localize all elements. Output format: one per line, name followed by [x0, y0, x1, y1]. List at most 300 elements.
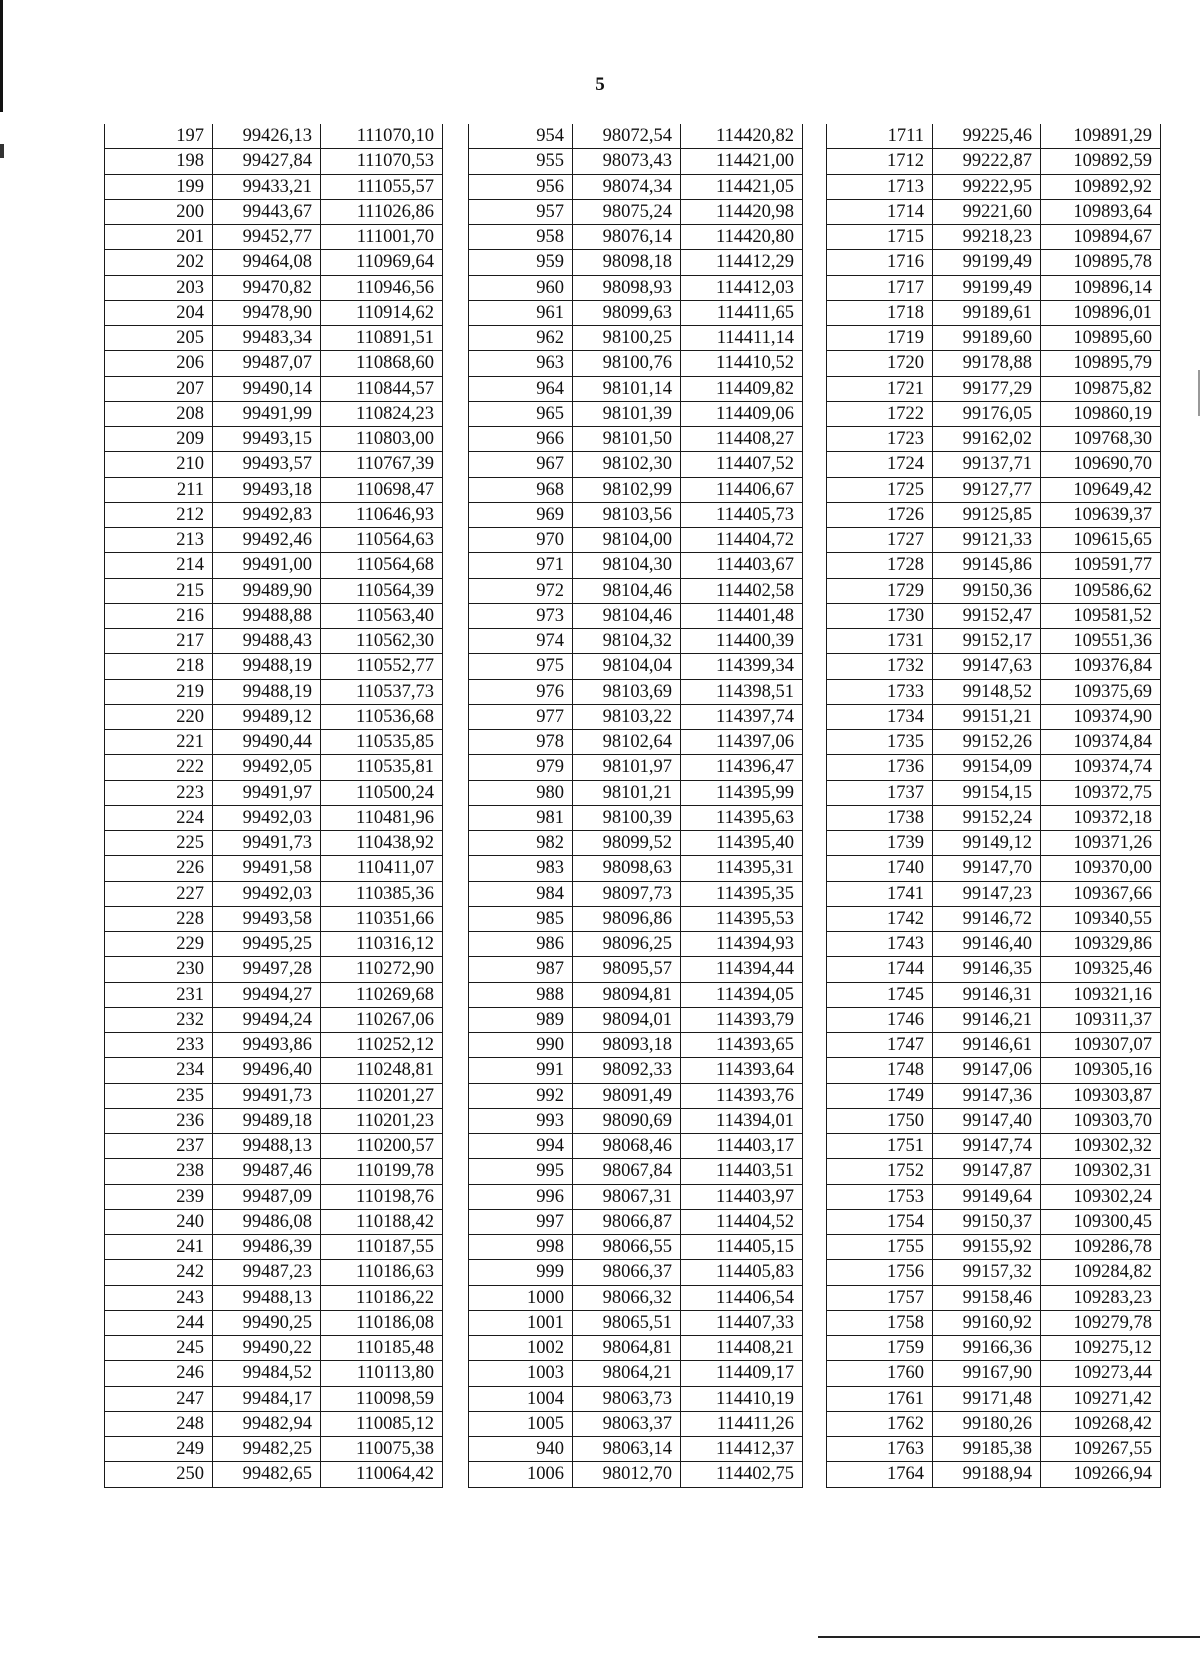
- x-coordinate-cell: 99484,52: [213, 1361, 321, 1386]
- y-coordinate-cell: 114420,80: [681, 225, 803, 250]
- point-number-cell: 249: [105, 1437, 213, 1462]
- point-number-cell: 214: [105, 553, 213, 578]
- y-coordinate-cell: 110824,23: [321, 401, 443, 426]
- y-coordinate-cell: 114409,82: [681, 376, 803, 401]
- x-coordinate-cell: 98063,14: [573, 1437, 681, 1462]
- point-number-cell: 197: [105, 124, 213, 149]
- table-row: [827, 730, 1161, 755]
- x-coordinate-cell: 98092,33: [573, 1058, 681, 1083]
- x-coordinate-cell: 98098,18: [573, 250, 681, 275]
- y-coordinate-cell: 109371,26: [1041, 831, 1161, 856]
- table-row: [469, 275, 803, 300]
- x-coordinate-cell: 99452,77: [213, 225, 321, 250]
- table-row: [827, 326, 1161, 351]
- bottom-rule: [818, 1636, 1200, 1638]
- x-coordinate-cell: 99482,94: [213, 1411, 321, 1436]
- table-row: [469, 1134, 803, 1159]
- point-number-cell: 994: [469, 1134, 573, 1159]
- table-row: [469, 1386, 803, 1411]
- y-coordinate-cell: 114395,35: [681, 881, 803, 906]
- x-coordinate-cell: 99147,87: [933, 1159, 1041, 1184]
- table-row: [105, 452, 443, 477]
- y-coordinate-cell: 110646,93: [321, 502, 443, 527]
- x-coordinate-cell: 98101,97: [573, 755, 681, 780]
- x-coordinate-cell: 99488,88: [213, 603, 321, 628]
- point-number-cell: 1731: [827, 629, 933, 654]
- y-coordinate-cell: 109340,55: [1041, 906, 1161, 931]
- table-row: [105, 1462, 443, 1487]
- y-coordinate-cell: 114421,00: [681, 149, 803, 174]
- table-row: [827, 1310, 1161, 1335]
- table-row: [105, 1310, 443, 1335]
- y-coordinate-cell: 109551,36: [1041, 629, 1161, 654]
- x-coordinate-cell: 99152,17: [933, 629, 1041, 654]
- y-coordinate-cell: 109891,29: [1041, 124, 1161, 149]
- y-coordinate-cell: 109892,59: [1041, 149, 1161, 174]
- y-coordinate-cell: 110201,23: [321, 1108, 443, 1133]
- table-row: [105, 932, 443, 957]
- y-coordinate-cell: 109311,37: [1041, 1007, 1161, 1032]
- y-coordinate-cell: 114403,17: [681, 1134, 803, 1159]
- y-coordinate-cell: 109895,79: [1041, 351, 1161, 376]
- x-coordinate-cell: 99167,90: [933, 1361, 1041, 1386]
- y-coordinate-cell: 109283,23: [1041, 1285, 1161, 1310]
- point-number-cell: 1715: [827, 225, 933, 250]
- x-coordinate-cell: 98068,46: [573, 1134, 681, 1159]
- y-coordinate-cell: 110199,78: [321, 1159, 443, 1184]
- point-number-cell: 988: [469, 982, 573, 1007]
- table-row: [105, 528, 443, 553]
- x-coordinate-cell: 99154,15: [933, 780, 1041, 805]
- x-coordinate-cell: 99487,46: [213, 1159, 321, 1184]
- table-row: [469, 654, 803, 679]
- y-coordinate-cell: 110316,12: [321, 932, 443, 957]
- y-coordinate-cell: 110186,22: [321, 1285, 443, 1310]
- x-coordinate-cell: 99443,67: [213, 199, 321, 224]
- x-coordinate-cell: 99484,17: [213, 1386, 321, 1411]
- table-row: [827, 1361, 1161, 1386]
- point-number-cell: 1001: [469, 1310, 573, 1335]
- x-coordinate-cell: 99160,92: [933, 1310, 1041, 1335]
- point-number-cell: 1758: [827, 1310, 933, 1335]
- x-coordinate-cell: 98101,50: [573, 427, 681, 452]
- table-row: [469, 1361, 803, 1386]
- y-coordinate-cell: 109892,92: [1041, 174, 1161, 199]
- y-coordinate-cell: 114405,83: [681, 1260, 803, 1285]
- table-row: [469, 300, 803, 325]
- y-coordinate-cell: 114393,65: [681, 1033, 803, 1058]
- table-row: [105, 881, 443, 906]
- y-coordinate-cell: 114394,93: [681, 932, 803, 957]
- point-number-cell: 1754: [827, 1209, 933, 1234]
- x-coordinate-cell: 98065,51: [573, 1310, 681, 1335]
- table-row: [105, 906, 443, 931]
- y-coordinate-cell: 110186,63: [321, 1260, 443, 1285]
- y-coordinate-cell: 110188,42: [321, 1209, 443, 1234]
- point-number-cell: 1745: [827, 982, 933, 1007]
- y-coordinate-cell: 114406,54: [681, 1285, 803, 1310]
- x-coordinate-cell: 99426,13: [213, 124, 321, 149]
- x-coordinate-cell: 99488,43: [213, 629, 321, 654]
- y-coordinate-cell: 114399,34: [681, 654, 803, 679]
- point-number-cell: 1764: [827, 1462, 933, 1487]
- x-coordinate-cell: 99152,47: [933, 603, 1041, 628]
- table-row: [827, 1007, 1161, 1032]
- y-coordinate-cell: 109302,24: [1041, 1184, 1161, 1209]
- y-coordinate-cell: 114394,44: [681, 957, 803, 982]
- point-number-cell: 218: [105, 654, 213, 679]
- x-coordinate-cell: 98073,43: [573, 149, 681, 174]
- table-row: [105, 300, 443, 325]
- y-coordinate-cell: 110085,12: [321, 1411, 443, 1436]
- y-coordinate-cell: 109615,65: [1041, 528, 1161, 553]
- point-number-cell: 973: [469, 603, 573, 628]
- x-coordinate-cell: 99494,24: [213, 1007, 321, 1032]
- table-row: [469, 528, 803, 553]
- point-number-cell: 1713: [827, 174, 933, 199]
- x-coordinate-cell: 98096,25: [573, 932, 681, 957]
- point-number-cell: 243: [105, 1285, 213, 1310]
- table-row: [105, 1386, 443, 1411]
- x-coordinate-cell: 99491,73: [213, 1083, 321, 1108]
- point-number-cell: 230: [105, 957, 213, 982]
- table-row: [827, 654, 1161, 679]
- x-coordinate-cell: 99147,40: [933, 1108, 1041, 1133]
- point-number-cell: 232: [105, 1007, 213, 1032]
- table-row: [827, 1083, 1161, 1108]
- y-coordinate-cell: 109860,19: [1041, 401, 1161, 426]
- point-number-cell: 233: [105, 1033, 213, 1058]
- y-coordinate-cell: 110535,81: [321, 755, 443, 780]
- y-coordinate-cell: 110411,07: [321, 856, 443, 881]
- table-row: [827, 957, 1161, 982]
- point-number-cell: 982: [469, 831, 573, 856]
- table-row: [827, 502, 1161, 527]
- x-coordinate-cell: 99490,44: [213, 730, 321, 755]
- y-coordinate-cell: 110269,68: [321, 982, 443, 1007]
- point-number-cell: 1753: [827, 1184, 933, 1209]
- y-coordinate-cell: 111026,86: [321, 199, 443, 224]
- x-coordinate-cell: 99147,74: [933, 1134, 1041, 1159]
- point-number-cell: 1751: [827, 1134, 933, 1159]
- y-coordinate-cell: 109286,78: [1041, 1235, 1161, 1260]
- x-coordinate-cell: 98104,04: [573, 654, 681, 679]
- table-row: [827, 679, 1161, 704]
- y-coordinate-cell: 110537,73: [321, 679, 443, 704]
- x-coordinate-cell: 99470,82: [213, 275, 321, 300]
- table-row: [469, 805, 803, 830]
- x-coordinate-cell: 98098,93: [573, 275, 681, 300]
- point-number-cell: 981: [469, 805, 573, 830]
- y-coordinate-cell: 109896,14: [1041, 275, 1161, 300]
- table-row: [105, 326, 443, 351]
- y-coordinate-cell: 110267,06: [321, 1007, 443, 1032]
- y-coordinate-cell: 110564,68: [321, 553, 443, 578]
- table-row: [105, 982, 443, 1007]
- x-coordinate-cell: 99180,26: [933, 1411, 1041, 1436]
- point-number-cell: 1759: [827, 1336, 933, 1361]
- point-number-cell: 1743: [827, 932, 933, 957]
- x-coordinate-cell: 99188,94: [933, 1462, 1041, 1487]
- table-row: [469, 553, 803, 578]
- point-number-cell: 1005: [469, 1411, 573, 1436]
- y-coordinate-cell: 110098,59: [321, 1386, 443, 1411]
- table-row: [827, 199, 1161, 224]
- table-row: [469, 1235, 803, 1260]
- table-row: [469, 1285, 803, 1310]
- x-coordinate-cell: 99189,61: [933, 300, 1041, 325]
- point-number-cell: 968: [469, 477, 573, 502]
- table-row: [827, 856, 1161, 881]
- point-number-cell: 1000: [469, 1285, 573, 1310]
- point-number-cell: 1752: [827, 1159, 933, 1184]
- x-coordinate-cell: 99495,25: [213, 932, 321, 957]
- point-number-cell: 1762: [827, 1411, 933, 1436]
- x-coordinate-cell: 99427,84: [213, 149, 321, 174]
- point-number-cell: 219: [105, 679, 213, 704]
- point-number-cell: 239: [105, 1184, 213, 1209]
- y-coordinate-cell: 110891,51: [321, 326, 443, 351]
- point-number-cell: 201: [105, 225, 213, 250]
- x-coordinate-cell: 99492,03: [213, 881, 321, 906]
- x-coordinate-cell: 99488,13: [213, 1134, 321, 1159]
- table-row: [827, 553, 1161, 578]
- point-number-cell: 209: [105, 427, 213, 452]
- table-row: [469, 730, 803, 755]
- point-number-cell: 1737: [827, 780, 933, 805]
- x-coordinate-cell: 98100,39: [573, 805, 681, 830]
- table-row: [105, 629, 443, 654]
- point-number-cell: 956: [469, 174, 573, 199]
- table-row: [469, 957, 803, 982]
- point-number-cell: 1720: [827, 351, 933, 376]
- x-coordinate-cell: 99487,09: [213, 1184, 321, 1209]
- point-number-cell: 237: [105, 1134, 213, 1159]
- y-coordinate-cell: 110075,38: [321, 1437, 443, 1462]
- table-row: [105, 1058, 443, 1083]
- table-row: [469, 477, 803, 502]
- table-row: [105, 603, 443, 628]
- x-coordinate-cell: 98066,55: [573, 1235, 681, 1260]
- y-coordinate-cell: 114393,79: [681, 1007, 803, 1032]
- x-coordinate-cell: 98075,24: [573, 199, 681, 224]
- x-coordinate-cell: 99152,24: [933, 805, 1041, 830]
- y-coordinate-cell: 114408,21: [681, 1336, 803, 1361]
- y-coordinate-cell: 109372,18: [1041, 805, 1161, 830]
- point-number-cell: 1726: [827, 502, 933, 527]
- point-number-cell: 996: [469, 1184, 573, 1209]
- point-number-cell: 213: [105, 528, 213, 553]
- x-coordinate-cell: 99491,58: [213, 856, 321, 881]
- y-coordinate-cell: 114395,99: [681, 780, 803, 805]
- y-coordinate-cell: 110248,81: [321, 1058, 443, 1083]
- table-row: [105, 250, 443, 275]
- point-number-cell: 962: [469, 326, 573, 351]
- point-number-cell: 971: [469, 553, 573, 578]
- x-coordinate-cell: 98099,52: [573, 831, 681, 856]
- point-number-cell: 991: [469, 1058, 573, 1083]
- point-number-cell: 224: [105, 805, 213, 830]
- x-coordinate-cell: 99147,23: [933, 881, 1041, 906]
- x-coordinate-cell: 98100,76: [573, 351, 681, 376]
- point-number-cell: 967: [469, 452, 573, 477]
- table-row: [105, 275, 443, 300]
- scan-edge-tick: [0, 144, 4, 158]
- point-number-cell: 1744: [827, 957, 933, 982]
- x-coordinate-cell: 99146,21: [933, 1007, 1041, 1032]
- y-coordinate-cell: 114397,06: [681, 730, 803, 755]
- y-coordinate-cell: 109302,32: [1041, 1134, 1161, 1159]
- point-number-cell: 1727: [827, 528, 933, 553]
- table-row: [469, 831, 803, 856]
- y-coordinate-cell: 114401,48: [681, 603, 803, 628]
- y-coordinate-cell: 114420,98: [681, 199, 803, 224]
- x-coordinate-cell: 99218,23: [933, 225, 1041, 250]
- x-coordinate-cell: 99482,65: [213, 1462, 321, 1487]
- y-coordinate-cell: 109302,31: [1041, 1159, 1161, 1184]
- x-coordinate-cell: 98067,31: [573, 1184, 681, 1209]
- y-coordinate-cell: 111055,57: [321, 174, 443, 199]
- y-coordinate-cell: 114410,19: [681, 1386, 803, 1411]
- y-coordinate-cell: 114394,05: [681, 982, 803, 1007]
- point-number-cell: 960: [469, 275, 573, 300]
- y-coordinate-cell: 109325,46: [1041, 957, 1161, 982]
- table-row: [105, 578, 443, 603]
- y-coordinate-cell: 109375,69: [1041, 679, 1161, 704]
- point-number-cell: 976: [469, 679, 573, 704]
- point-number-cell: 1004: [469, 1386, 573, 1411]
- table-row: [469, 376, 803, 401]
- point-number-cell: 225: [105, 831, 213, 856]
- table-row: [105, 502, 443, 527]
- point-number-cell: 954: [469, 124, 573, 149]
- table-row: [469, 1083, 803, 1108]
- point-number-cell: 1722: [827, 401, 933, 426]
- point-number-cell: 244: [105, 1310, 213, 1335]
- x-coordinate-cell: 99491,00: [213, 553, 321, 578]
- table-row: [469, 351, 803, 376]
- table-row: [469, 755, 803, 780]
- table-row: [105, 780, 443, 805]
- point-number-cell: 1746: [827, 1007, 933, 1032]
- y-coordinate-cell: 114403,51: [681, 1159, 803, 1184]
- point-number-cell: 1761: [827, 1386, 933, 1411]
- x-coordinate-cell: 99483,34: [213, 326, 321, 351]
- table-row: [469, 1462, 803, 1487]
- point-number-cell: 1732: [827, 654, 933, 679]
- point-number-cell: 985: [469, 906, 573, 931]
- x-coordinate-cell: 99494,27: [213, 982, 321, 1007]
- table-row: [827, 124, 1161, 149]
- point-number-cell: 1718: [827, 300, 933, 325]
- x-coordinate-cell: 99189,60: [933, 326, 1041, 351]
- y-coordinate-cell: 114409,17: [681, 1361, 803, 1386]
- y-coordinate-cell: 109271,42: [1041, 1386, 1161, 1411]
- y-coordinate-cell: 109367,66: [1041, 881, 1161, 906]
- table-row: [827, 174, 1161, 199]
- y-coordinate-cell: 109268,42: [1041, 1411, 1161, 1436]
- y-coordinate-cell: 114398,51: [681, 679, 803, 704]
- y-coordinate-cell: 109581,52: [1041, 603, 1161, 628]
- point-number-cell: 972: [469, 578, 573, 603]
- table-row: [469, 1209, 803, 1234]
- x-coordinate-cell: 98103,22: [573, 704, 681, 729]
- y-coordinate-cell: 110187,55: [321, 1235, 443, 1260]
- y-coordinate-cell: 109329,86: [1041, 932, 1161, 957]
- x-coordinate-cell: 99199,49: [933, 250, 1041, 275]
- x-coordinate-cell: 99489,90: [213, 578, 321, 603]
- y-coordinate-cell: 110914,62: [321, 300, 443, 325]
- y-coordinate-cell: 109895,78: [1041, 250, 1161, 275]
- point-number-cell: 238: [105, 1159, 213, 1184]
- y-coordinate-cell: 109893,64: [1041, 199, 1161, 224]
- point-number-cell: 222: [105, 755, 213, 780]
- table-row: [827, 376, 1161, 401]
- table-row: [469, 225, 803, 250]
- y-coordinate-cell: 109376,84: [1041, 654, 1161, 679]
- x-coordinate-cell: 99155,92: [933, 1235, 1041, 1260]
- point-number-cell: 220: [105, 704, 213, 729]
- table-row: [469, 174, 803, 199]
- table-row: [469, 1411, 803, 1436]
- x-coordinate-cell: 99488,19: [213, 654, 321, 679]
- point-number-cell: 963: [469, 351, 573, 376]
- x-coordinate-cell: 99146,72: [933, 906, 1041, 931]
- table-row: [105, 805, 443, 830]
- x-coordinate-cell: 99121,33: [933, 528, 1041, 553]
- x-coordinate-cell: 98098,63: [573, 856, 681, 881]
- x-coordinate-cell: 98097,73: [573, 881, 681, 906]
- table-row: [469, 326, 803, 351]
- point-number-cell: 989: [469, 1007, 573, 1032]
- x-coordinate-cell: 99491,73: [213, 831, 321, 856]
- x-coordinate-cell: 99493,86: [213, 1033, 321, 1058]
- y-coordinate-cell: 110351,66: [321, 906, 443, 931]
- x-coordinate-cell: 99150,37: [933, 1209, 1041, 1234]
- table-row: [105, 1437, 443, 1462]
- point-number-cell: 240: [105, 1209, 213, 1234]
- table-row: [827, 982, 1161, 1007]
- y-coordinate-cell: 114411,26: [681, 1411, 803, 1436]
- y-coordinate-cell: 111001,70: [321, 225, 443, 250]
- point-number-cell: 231: [105, 982, 213, 1007]
- y-coordinate-cell: 114421,05: [681, 174, 803, 199]
- point-number-cell: 207: [105, 376, 213, 401]
- point-number-cell: 250: [105, 1462, 213, 1487]
- point-number-cell: 228: [105, 906, 213, 931]
- x-coordinate-cell: 99146,40: [933, 932, 1041, 957]
- y-coordinate-cell: 109303,87: [1041, 1083, 1161, 1108]
- table-row: [469, 1310, 803, 1335]
- y-coordinate-cell: 114410,52: [681, 351, 803, 376]
- point-number-cell: 978: [469, 730, 573, 755]
- table-row: [469, 906, 803, 931]
- x-coordinate-cell: 98102,64: [573, 730, 681, 755]
- y-coordinate-cell: 110198,76: [321, 1184, 443, 1209]
- y-coordinate-cell: 114405,15: [681, 1235, 803, 1260]
- point-number-cell: 1714: [827, 199, 933, 224]
- coordinate-table-3: [826, 124, 1161, 1488]
- table-row: [827, 755, 1161, 780]
- y-coordinate-cell: 109266,94: [1041, 1462, 1161, 1487]
- point-number-cell: 1750: [827, 1108, 933, 1133]
- table-row: [105, 199, 443, 224]
- point-number-cell: 983: [469, 856, 573, 881]
- x-coordinate-cell: 99147,70: [933, 856, 1041, 881]
- point-number-cell: 1757: [827, 1285, 933, 1310]
- x-coordinate-cell: 99171,48: [933, 1386, 1041, 1411]
- table-row: [827, 1108, 1161, 1133]
